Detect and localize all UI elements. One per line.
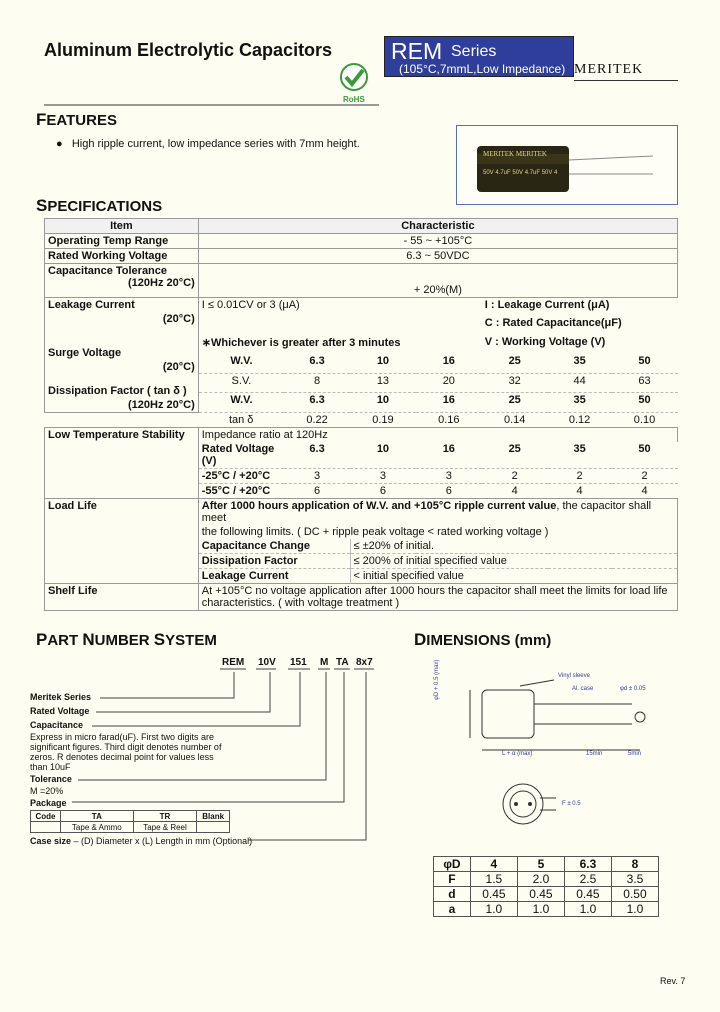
specifications-table: Item Characteristic Operating Temp Range - 55 ~ +105°C Rated Working Voltage 6.3 ~ 50VDC Capacitance Tolerance (120Hz 20°C) + 20%(M) Leakage Current (20°C) Surge Voltage (20°C) Dissipation Factor ( tan δ ) (120Hz 20°C) I ≤ 0.01CV or 3 (μA) I : Leakage Current (μA) C : Rated Capacitance(μF) ∗Whichever is greater after 3 minutes V : Working Voltage (V) W.V. 6.3 10 16 25 35 50 S.V. 8 13 20 32 44 63 W.V. 6.3 10 16 25 35 50 tan δ 0.22 0.19 0.16 0.14 0.12 0.10 Low Temperature Stability Impedance ratio at 120Hz Rated Voltage (V) 6.3 10 16 25 35 50 -25°C / +20°C 3 3 3 2 2 2 -55°C / +20°C 6 6 6 4 4 4 Load Life After 1000 hours application of W.V. and +105°C ripple current value, the capacitor shall meet the following limits. ( DC + ripple peak voltage < rated working voltage ) Capacitance Change ≤ ±20% of initial. Dissipation Factor ≤ 200% of initial specified value Leakage Current < initial specified value Shelf Life At +105°C no voltage application after 1000 hours the capacitor shall meet the limits for load life characteristics. ( with voltage treatment ) bbox=[44, 218, 678, 611]
pn-tolerance-desc: M =20% bbox=[30, 786, 64, 796]
dim-pitch-label: F ± 0.5 bbox=[562, 801, 581, 807]
pn-capacitance-desc: Express in micro farad(uF). First two digits are significant figures. Third digit denotes number of zeros. R denotes decimal point for values less than 10uF bbox=[30, 732, 222, 772]
rohs-label: RoHS bbox=[343, 95, 365, 104]
specifications-heading: SPECIFICATIONS bbox=[36, 196, 163, 215]
dim-sleeve-label: Vinyl sleeve bbox=[558, 673, 590, 679]
part-code-6: 8x7 bbox=[356, 657, 373, 668]
dim-case-label: Al. case bbox=[572, 686, 594, 692]
pn-case-size: Case size – (D) Diameter x (L) Length in mm (Optional) bbox=[30, 836, 253, 846]
dim-lead-length-label: 15min bbox=[586, 751, 603, 757]
series-word: Series bbox=[451, 43, 497, 60]
series-name: REM bbox=[391, 38, 443, 64]
part-code-2: 10V bbox=[258, 657, 276, 668]
pn-package-label: Package bbox=[30, 798, 67, 808]
cap-marking: MERITEK MERITEK bbox=[483, 150, 547, 158]
pn-series-label: Meritek Series bbox=[30, 692, 92, 702]
part-code-4: M bbox=[320, 657, 329, 668]
series-subtitle: (105°C,7mmL,Low Impedance) bbox=[399, 62, 566, 76]
cap-rating: 50V 4.7uF 50V 4.7uF 50V 4 bbox=[483, 170, 558, 176]
features-heading: FEATURES bbox=[36, 110, 117, 129]
divider bbox=[44, 104, 379, 106]
feature-item: ● High ripple current, low impedance series with 7mm height. bbox=[56, 138, 360, 150]
pn-voltage-label: Rated Voltage bbox=[30, 706, 90, 716]
divider bbox=[574, 80, 678, 81]
dim-length-label: L + α (max) bbox=[502, 751, 533, 757]
brand-logo: MERITEK bbox=[574, 62, 644, 77]
series-box bbox=[384, 36, 574, 77]
dim-lead-label: φd ± 0.05 bbox=[620, 686, 646, 692]
dim-diameter-label: φD + 0.5 (max) bbox=[434, 659, 440, 700]
part-number-heading: PART NUMBER SYSTEM bbox=[36, 630, 217, 649]
dim-tail-label: 5min bbox=[628, 751, 642, 757]
part-code-5: TA bbox=[336, 657, 349, 668]
dimensions-table: φD 4 5 6.3 8 F 1.5 2.0 2.5 3.5 d 0.45 0.45 0.45 0.50 a 1.0 1.0 1.0 1.0 bbox=[433, 856, 659, 917]
product-photo bbox=[456, 125, 678, 205]
part-code-3: 151 bbox=[290, 657, 307, 668]
part-code-1: REM bbox=[222, 657, 245, 668]
page-title: Aluminum Electrolytic Capacitors bbox=[44, 40, 333, 60]
dimensions-heading: DIMENSIONS (mm) bbox=[414, 630, 552, 649]
package-table: Code TA TR Blank Tape & Ammo Tape & Reel bbox=[30, 810, 230, 833]
revision: Rev. 7 bbox=[660, 976, 686, 986]
pn-tolerance-label: Tolerance bbox=[30, 774, 72, 784]
pn-capacitance-label: Capacitance bbox=[30, 720, 84, 730]
